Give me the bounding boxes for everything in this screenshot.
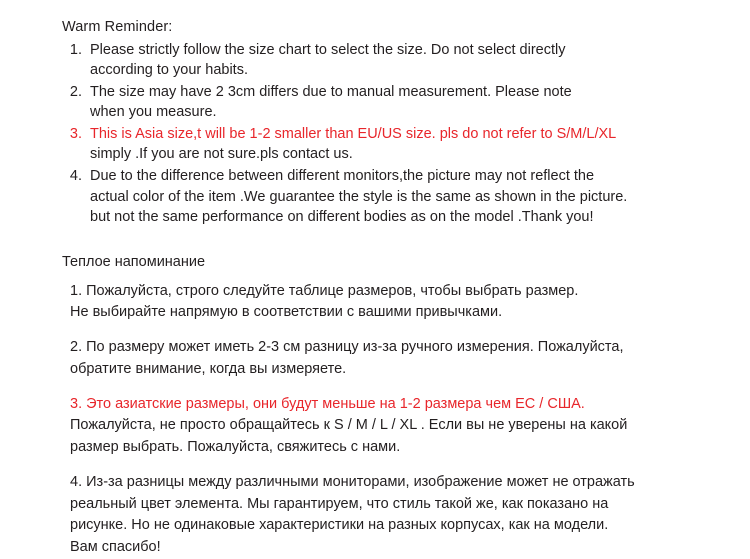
russian-p4-line-4: Вам спасибо! [70, 539, 161, 556]
english-item-1-line-2: according to your habits. [90, 62, 248, 79]
russian-heading: Теплое напоминание [62, 253, 206, 270]
russian-paragraph-4 [62, 472, 728, 559]
russian-p3-line-3: размер выбрать. Пожалуйста, свяжитесь с нами. [70, 439, 401, 456]
russian-p3-line-1: 3. Это азиатские размеры, они будут меньше на 1-2 размера чем ЕС / США. [70, 395, 585, 412]
russian-p4-line-1: 4. Из-за разницы между различными мониторами, изображение может не отражать [70, 473, 635, 490]
english-item-2-line-1: 2. The size may have 2 3cm differs due to manual measurement. Please note [90, 83, 572, 100]
list-item [86, 124, 728, 165]
english-item-2-line-2: when you measure. [90, 104, 217, 121]
russian-p2-line-1: 2. По размеру может иметь 2-3 см разницу из-за ручного измерения. Пожалуйста, [70, 339, 624, 356]
english-item-3-line-1: 3. This is Asia size,t will be 1-2 smaller than EU/US size. pls do not refer to S/M/L/XL [90, 125, 617, 142]
russian-paragraph-1 [62, 281, 728, 325]
russian-p1-line-1: 1. Пожалуйста, строго следуйте таблице размеров, чтобы выбрать размер. [70, 282, 579, 299]
english-item-4-line-2: actual color of the item .We guarantee the style is the same as shown in the picture. [90, 188, 628, 205]
list-item [86, 40, 728, 81]
russian-p3-line-2: Пожалуйста, не просто обращайтесь к S / M / L / XL . Если вы не уверены на какой [70, 417, 628, 434]
russian-p1-line-2: Не выбирайте напрямую в соответствии с вашими привычками. [70, 304, 503, 321]
english-heading: Warm Reminder: [62, 19, 173, 35]
list-item [86, 82, 728, 123]
english-reminder-list [62, 40, 728, 228]
english-item-3-line-2: simply .If you are not sure.pls contact us. [90, 146, 353, 163]
russian-paragraph-2 [62, 337, 728, 381]
russian-section [62, 252, 728, 559]
list-item [86, 166, 728, 228]
english-item-1-line-1: 1. Please strictly follow the size chart to select the size. Do not select directly [90, 41, 566, 58]
english-item-4-line-1: 4. Due to the difference between different monitors,the picture may not reflect the [90, 168, 595, 185]
russian-p4-line-2: реальный цвет элемента. Мы гарантируем, что стиль такой же, как показано на [70, 495, 609, 512]
russian-p2-line-2: обратите внимание, когда вы измеряете. [70, 360, 347, 377]
english-item-4-line-3: but not the same performance on different bodies as on the model .Thank you! [90, 209, 594, 226]
russian-p4-line-3: рисунке. Но не одинаковые характеристики на разных корпусах, как на модели. [70, 517, 609, 534]
russian-paragraph-3 [62, 394, 728, 459]
